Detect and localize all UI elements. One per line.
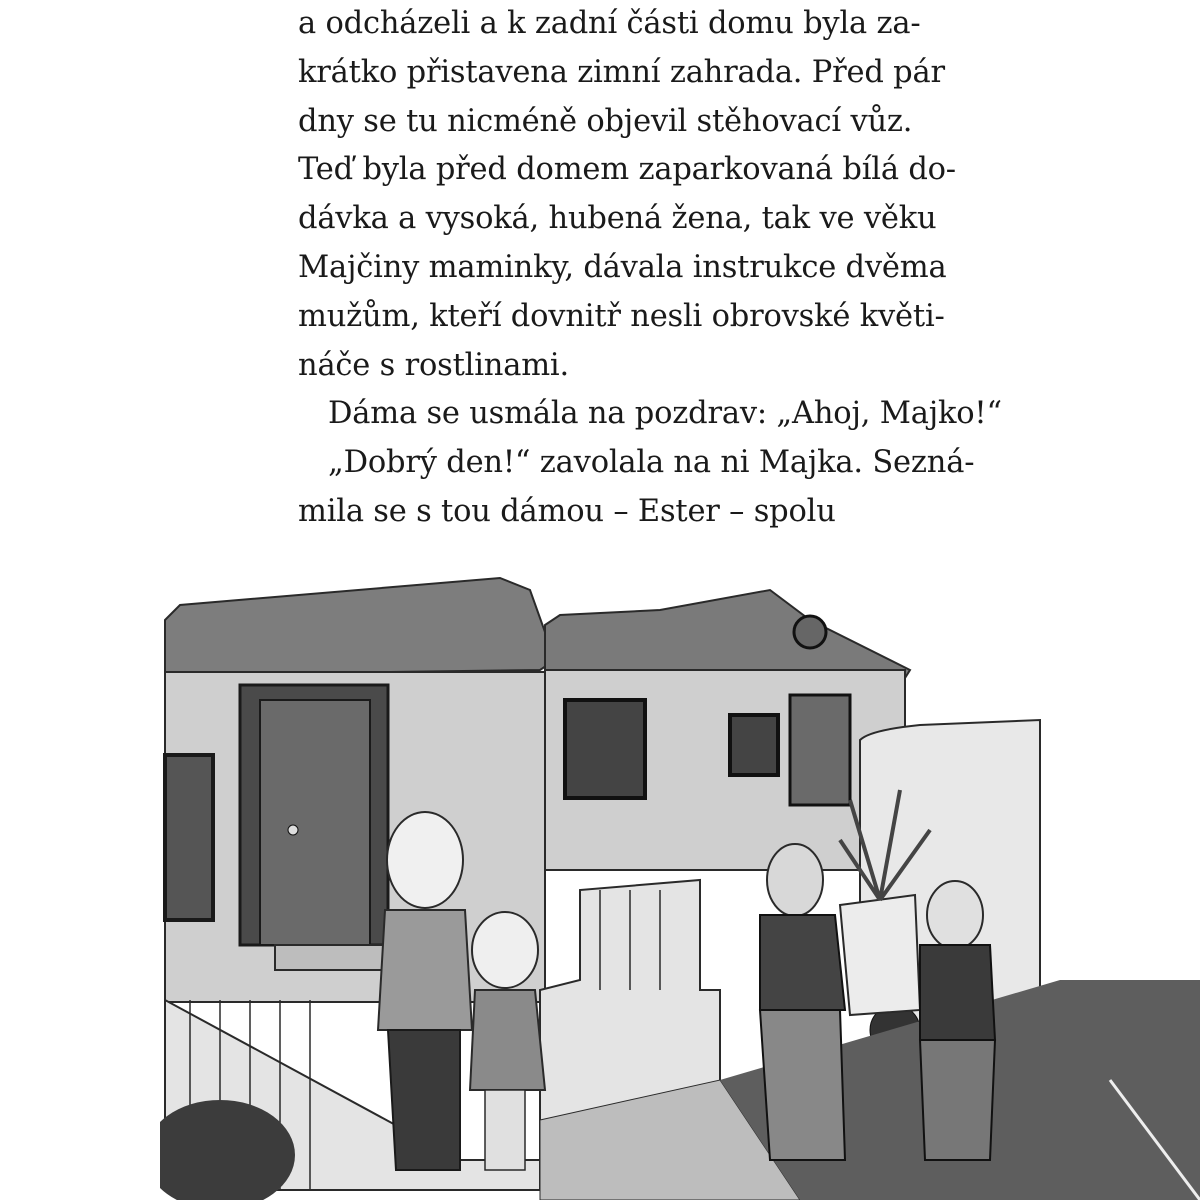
story-text	[298, 0, 1002, 537]
right-roof	[545, 590, 910, 680]
left-roof	[165, 578, 555, 675]
text-line: mila se s tou dámou – Ester – spolu	[298, 493, 836, 529]
mover-man-1	[760, 844, 845, 1160]
girl-figure	[470, 912, 545, 1170]
woman-figure	[378, 812, 472, 1170]
text-line: „Dobrý den!“ zavolala na ni Majka. Sezná-	[328, 445, 975, 481]
text-line: Majčiny maminky, dávala instrukce dvěma	[298, 249, 947, 285]
door-step	[275, 945, 395, 970]
text-line: a odcházeli a k zadní části domu byla za-	[298, 6, 921, 41]
left-window	[165, 755, 213, 920]
front-door	[260, 700, 370, 945]
text-line: Teď byla před domem zaparkovaná bílá do-	[298, 152, 956, 188]
door-knob	[288, 825, 298, 835]
text-line: Dáma se usmála na pozdrav: „Ahoj, Majko!“	[328, 396, 1002, 432]
text-line: dny se tu nicméně objevil stěhovací vůz.	[298, 103, 913, 139]
back-door	[790, 695, 850, 805]
text-line: krátko přistavena zimní zahrada. Před pár	[298, 54, 945, 90]
text-line: mužům, kteří dovnitř nesli obrovské květi-	[298, 298, 945, 334]
text-line: náče s rostlinami.	[298, 347, 569, 383]
middle-window	[565, 700, 645, 798]
right-window	[730, 715, 778, 775]
text-line: dávka a vysoká, hubená žena, tak ve věku	[298, 201, 937, 237]
street-illustration	[160, 560, 1200, 1200]
round-window	[794, 616, 826, 648]
illustration-svg	[160, 560, 1200, 1200]
